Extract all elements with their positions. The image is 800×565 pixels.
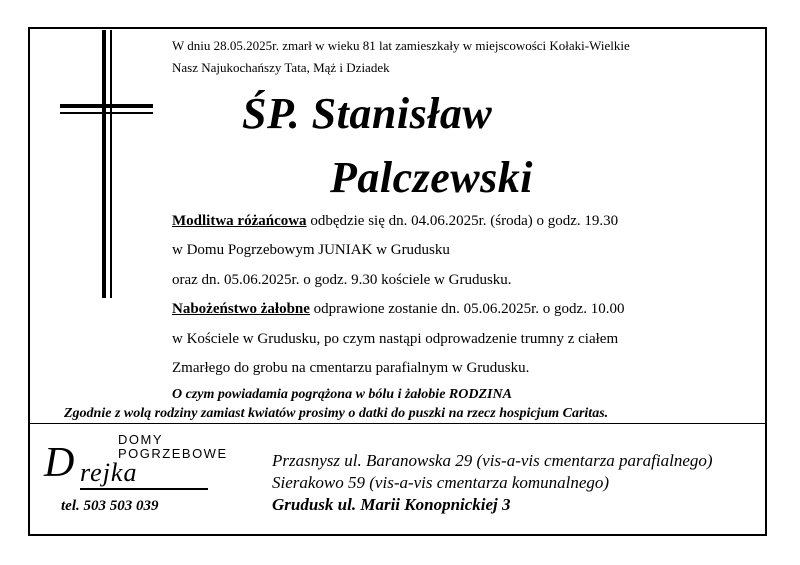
detail-line-1: Modlitwa różańcowa odbędzie się dn. 04.06.2025r. (środa) o godz. 19.30	[172, 213, 619, 229]
phone-number: tel. 503 503 039	[61, 498, 159, 514]
logo-text-name: rejka	[80, 458, 138, 487]
detail-line-2: w Domu Pogrzebowym JUNIAK w Grudusku	[172, 242, 450, 258]
address-2: Sierakowo 59 (vis-a-vis cmentarza komunalnego)	[272, 473, 610, 492]
detail-line-6: Zmarłego do grobu na cmentarzu parafialnym w Grudusku.	[172, 360, 530, 376]
logo-initial: D	[44, 440, 75, 486]
logo-text-middle: POGRZEBOWE	[118, 446, 228, 461]
address-1: Przasnysz ul. Baranowska 29 (vis-a-vis cmentarza parafialnego)	[272, 451, 713, 470]
deceased-name-line-1: ŚP. Stanisław	[242, 89, 493, 138]
intro-line-1: W dniu 28.05.2025r. zmarł w wieku 81 lat zamieszkały w miejscowości Kołaki-Wielkie	[172, 38, 630, 53]
address-3: Grudusk ul. Marii Konopnickiej 3	[272, 495, 511, 514]
logo-underline	[80, 488, 208, 490]
donation-note: Zgodnie z wolą rodziny zamiast kwiatów prosimy o datki do puszki na rzecz hospicjum Caritas.	[64, 406, 609, 421]
detail-line-5: w Kościele w Grudusku, po czym nastąpi odprowadzenie trumny z ciałem	[172, 331, 619, 347]
footer-divider	[28, 423, 767, 424]
intro-line-2: Nasz Najukochańszy Tata, Mąż i Dziadek	[172, 60, 390, 75]
logo-text-top: DOMY	[118, 432, 163, 447]
family-note: O czym powiadamia pogrążona w bólu i żałobie RODZINA	[172, 387, 512, 402]
deceased-surname: Palczewski	[330, 153, 533, 202]
detail-line-4: Nabożeństwo żałobne odprawione zostanie dn. 05.06.2025r. o godz. 10.00	[172, 301, 625, 317]
funeral-home-logo	[40, 432, 228, 494]
detail-line-3: oraz dn. 05.06.2025r. o godz. 9.30 kościele w Grudusku.	[172, 272, 512, 288]
